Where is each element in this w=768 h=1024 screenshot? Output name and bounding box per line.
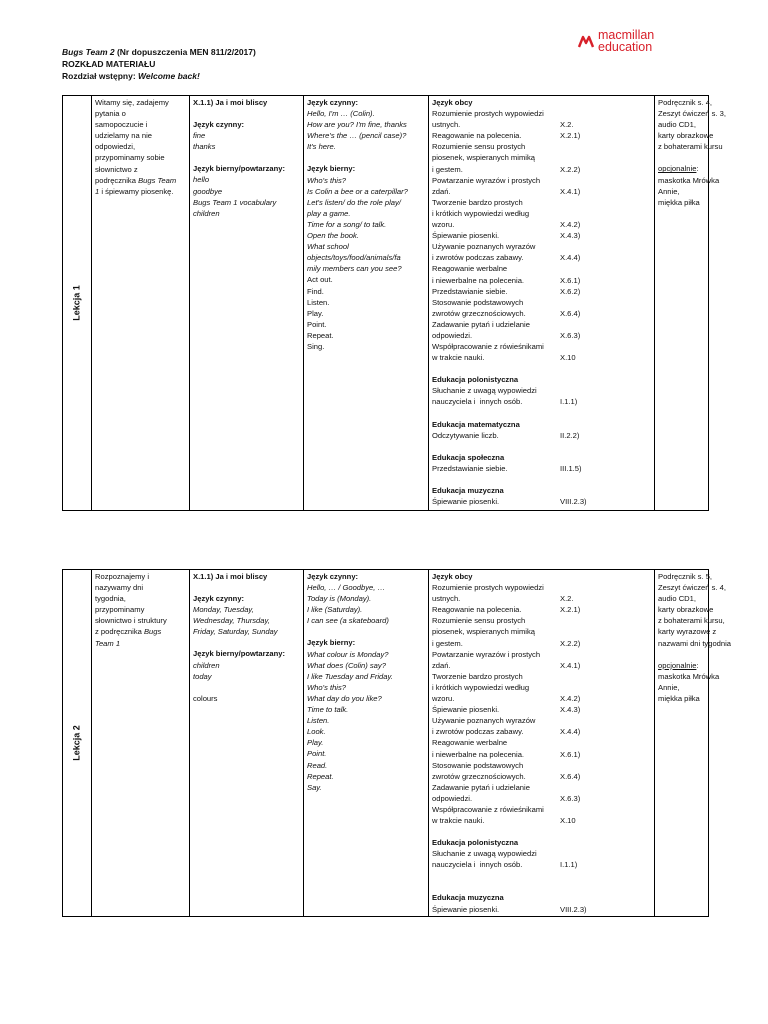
goal-row: [432, 848, 651, 859]
description-line: przypominamy sobie: [95, 153, 165, 163]
spacer: [307, 152, 425, 163]
goals-section-title: Edukacja polonistyczna: [432, 375, 519, 385]
goal-row: [432, 715, 651, 726]
goal-text: w trakcie nauki.: [432, 353, 485, 363]
curriculum-code: X.4.3): [560, 231, 581, 241]
goal-row: [432, 164, 651, 175]
goal-text: w trakcie nauki.: [432, 816, 485, 826]
material-item: karty obrazkowe: [658, 131, 714, 141]
goal-text: Używanie poznanych wyrazów: [432, 242, 536, 252]
command-item: Sing.: [307, 341, 325, 351]
goal-text: zdań.: [432, 186, 451, 196]
goals-section-title: Edukacja matematyczna: [432, 419, 520, 429]
material-item: Podręcznik s. 4,: [658, 98, 713, 107]
learning-goals: [429, 96, 655, 511]
goal-row: [432, 297, 651, 308]
goal-text: Rozumienie prostych wypowiedzi: [432, 583, 544, 593]
curriculum-code: I.1.1): [560, 397, 578, 407]
header-line-2: ROZKŁAD MATERIAŁU: [62, 59, 156, 69]
goal-text: i gestem.: [432, 164, 463, 174]
spacer: [432, 870, 651, 881]
description-line: Bugs Team: [138, 175, 177, 185]
goal-row: [432, 793, 651, 804]
passive-language-item: objects/toys/food/animals/fa: [307, 253, 401, 263]
goal-text: piosenek, wspieranych mimiką: [432, 153, 535, 163]
description-line: słownictwo z: [95, 164, 138, 174]
lesson-label: Lekcja 2: [71, 725, 82, 761]
curriculum-code: X.6.1): [560, 749, 581, 759]
spacer: [432, 826, 651, 837]
goal-row: [432, 219, 651, 230]
goal-row: [432, 638, 651, 649]
curriculum-code: X.2.2): [560, 164, 581, 174]
goal-text: Stosowanie podstawowych: [432, 760, 524, 770]
passive-language-item: Time to talk.: [307, 705, 349, 715]
optional-material-item: miękka piłka: [658, 197, 700, 207]
goal-row: [432, 859, 651, 870]
curriculum-code: X.10: [560, 353, 576, 363]
passive-vocab-item: children: [193, 660, 220, 670]
passive-language-item: I like Tuesday and Friday.: [307, 671, 393, 681]
goal-row: [432, 782, 651, 793]
goal-row: [432, 682, 651, 693]
goal-text: Słuchanie z uwagą wypowiedzi: [432, 849, 537, 859]
curriculum-code: X.2.: [560, 120, 574, 130]
curriculum-code: X.2.1): [560, 131, 581, 141]
active-vocab-item: thanks: [193, 142, 216, 152]
goal-row: [432, 208, 651, 219]
curriculum-code: I.1.1): [560, 860, 578, 870]
macmillan-logo-icon: [578, 34, 596, 48]
active-language-item: Hello, I'm … (Colin).: [307, 109, 375, 119]
passive-vocab-item: hello: [193, 175, 210, 185]
goal-text: zdań.: [432, 660, 451, 670]
language-structures: [304, 570, 429, 917]
goal-text: Reagowanie na polecenia.: [432, 131, 522, 141]
description-line: i śpiewamy piosenkę.: [99, 186, 174, 196]
description-line: z podręcznika: [95, 627, 144, 637]
passive-language-item: Who's this?: [307, 175, 347, 185]
passive-vocab-item: goodbye: [193, 186, 223, 196]
description-line: podręcznika: [95, 175, 139, 185]
goal-text: i zwrotów podczas zabawy.: [432, 253, 524, 263]
passive-language-item: play a game.: [307, 208, 351, 218]
description-line: Bugs: [143, 627, 162, 637]
optional-material-item: Annie,: [658, 682, 680, 692]
goal-text: wzoru.: [432, 220, 455, 230]
goal-text: Powtarzanie wyrazów i prostych: [432, 649, 541, 659]
goal-text: i krótkich wypowiedzi według: [432, 682, 530, 692]
curriculum-code: X.2.2): [560, 638, 581, 648]
optional-label-text: opcjonalnie: [658, 660, 697, 670]
spacer: [432, 474, 651, 485]
goal-row: [432, 582, 651, 593]
goal-text: Współpracowanie z rówieśnikami: [432, 804, 544, 814]
material-item: z bohaterami kursu: [658, 142, 723, 152]
goals-title: Język obcy: [432, 98, 473, 107]
goal-text: i niewerbalne na polecenia.: [432, 275, 525, 285]
goal-row: [432, 749, 651, 760]
description-line: tygodnia,: [95, 594, 126, 604]
passive-language-item: Let's listen/ do the role play/: [307, 197, 401, 207]
material-item: audio CD1,: [658, 120, 696, 130]
goal-text: Reagowanie werbalne: [432, 738, 508, 748]
passive-language-label: Język bierny:: [307, 638, 356, 648]
goal-row: [432, 319, 651, 330]
goal-row: [432, 737, 651, 748]
goal-row: [432, 130, 651, 141]
goal-text: ustnych.: [432, 594, 461, 604]
passive-language-item: Listen.: [307, 716, 330, 726]
goal-text: Śpiewanie piosenki.: [432, 904, 500, 914]
goal-text: Rozumienie sensu prostych: [432, 616, 526, 626]
goal-text: zwrotów grzecznościowych.: [432, 308, 526, 318]
goal-row: [432, 604, 651, 615]
optional-material-item: maskotka Mrówka: [658, 671, 720, 681]
active-language-item: I can see (a skateboard): [307, 616, 389, 626]
goals-section-title: Edukacja muzyczna: [432, 893, 504, 903]
header-line-3: Rozdział wstępny: Welcome back!: [62, 71, 200, 81]
goal-text: i niewerbalne na polecenia.: [432, 749, 525, 759]
goal-text: i gestem.: [432, 638, 463, 648]
lesson-description: [92, 570, 190, 917]
optional-label: opcjonalnie:: [658, 164, 699, 174]
passive-language-item: Time for a song/ to talk.: [307, 219, 387, 229]
goal-text: zwrotów grzecznościowych.: [432, 771, 526, 781]
passive-language-item: Repeat.: [307, 771, 334, 781]
topic-title: X.1.1) Ja i moi bliscy: [193, 98, 268, 107]
description-line: przypominamy: [95, 605, 145, 615]
lesson-description: [92, 96, 190, 511]
goal-row: [432, 197, 651, 208]
goal-text: Przedstawianie siebie.: [432, 463, 508, 473]
goal-text: i krótkich wypowiedzi według: [432, 208, 530, 218]
active-vocab-item: Wednesday, Thursday,: [193, 616, 270, 626]
logo-text: macmillan education: [598, 28, 655, 54]
spacer: [432, 408, 651, 419]
goal-row: [432, 704, 651, 715]
goal-text: Śpiewanie piosenki.: [432, 231, 500, 241]
active-vocab-item: fine: [193, 131, 206, 141]
optional-material-item: Annie,: [658, 186, 680, 196]
goal-text: Zadawanie pytań i udzielanie: [432, 319, 530, 329]
passive-language-item: What does (Colin) say?: [307, 660, 386, 670]
goal-row: [432, 108, 651, 119]
optional-material-item: maskotka Mrówka: [658, 175, 720, 185]
goal-row: [432, 496, 651, 507]
passive-language-item: What colour is Monday?: [307, 649, 389, 659]
description-line: Witamy się, zadajemy: [95, 98, 169, 107]
active-language-item: Today is (Monday).: [307, 594, 372, 604]
description-line: samopoczucie i: [95, 120, 148, 130]
material-item: audio CD1,: [658, 594, 696, 604]
passive-language-item: Say.: [307, 782, 322, 792]
goal-row: [432, 430, 651, 441]
material-item: karty wyrazowe z: [658, 627, 717, 637]
passive-language-item: What day do you like?: [307, 693, 382, 703]
description-line: nazywamy dni: [95, 583, 144, 593]
language-structures: [304, 96, 429, 511]
goal-text: Rozumienie prostych wypowiedzi: [432, 109, 544, 119]
passive-language-item: What school: [307, 242, 349, 252]
command-item: Find.: [307, 286, 324, 296]
spacer: [432, 441, 651, 452]
goal-text: Tworzenie bardzo prostych: [432, 197, 523, 207]
command-item: Point.: [307, 319, 327, 329]
passive-vocab-label: Język bierny/powtarzany:: [193, 649, 286, 659]
goal-row: [432, 626, 651, 637]
active-language-item: I like (Saturday).: [307, 605, 363, 615]
goal-text: Tworzenie bardzo prostych: [432, 671, 523, 681]
spacer: [193, 582, 300, 593]
goal-row: [432, 804, 651, 815]
goal-row: [432, 593, 651, 604]
curriculum-code: X.4.2): [560, 220, 581, 230]
spacer: [432, 363, 651, 374]
goal-row: [432, 186, 651, 197]
lesson-label-cell: [63, 96, 92, 511]
lesson-label: Lekcja 1: [71, 285, 82, 321]
goal-text: Przedstawianie siebie.: [432, 286, 508, 296]
lesson-label-cell: [63, 570, 92, 917]
goal-row: [432, 760, 651, 771]
goal-row: [432, 230, 651, 241]
passive-vocab-item: children: [193, 208, 220, 218]
lesson-2-table: [62, 569, 732, 917]
spacer: [307, 626, 425, 637]
goal-row: [432, 152, 651, 163]
material-item: Zeszyt ćwiczeń s. 4,: [658, 583, 726, 593]
passive-vocab-item: today: [193, 671, 212, 681]
description-line: udzielamy na nie: [95, 131, 152, 141]
passive-language-item: Point.: [307, 749, 327, 759]
goal-row: [432, 352, 651, 363]
goal-row: [432, 615, 651, 626]
goal-row: [432, 241, 651, 252]
macmillan-education-logo: [578, 29, 708, 55]
goal-row: [432, 341, 651, 352]
material-item: nazwami dni tygodnia: [658, 638, 732, 648]
goal-text: piosenek, wspieranych mimiką: [432, 627, 535, 637]
goal-text: odpowiedzi.: [432, 330, 473, 340]
passive-language-item: Look.: [307, 727, 326, 737]
curriculum-code: VIII.2.3): [560, 904, 587, 914]
goal-text: Słuchanie z uwagą wypowiedzi: [432, 386, 537, 396]
goal-row: [432, 396, 651, 407]
curriculum-code: X.4.2): [560, 694, 581, 704]
materials: [655, 96, 726, 511]
goal-row: [432, 693, 651, 704]
description-line: Rozpoznajemy i: [95, 572, 150, 581]
curriculum-code: VIII.2.3): [560, 497, 587, 506]
goal-text: i zwrotów podczas zabawy.: [432, 727, 524, 737]
goal-text: Rozumienie sensu prostych: [432, 142, 526, 152]
topic-vocabulary: [190, 96, 304, 511]
goal-text: Stosowanie podstawowych: [432, 297, 524, 307]
description-line: odpowiedzi,: [95, 142, 136, 152]
command-item: Repeat.: [307, 330, 334, 340]
spacer: [193, 637, 300, 648]
optional-label-text: opcjonalnie: [658, 164, 697, 174]
curriculum-code: II.2.2): [560, 430, 580, 440]
goal-text: nauczyciela i innych osób.: [432, 860, 523, 870]
extra-vocab-item: colours: [193, 693, 218, 703]
active-vocab-item: Friday, Saturday, Sunday: [193, 627, 278, 637]
active-vocab-label: Język czynny:: [193, 120, 245, 130]
material-item: Podręcznik s. 5,: [658, 572, 713, 581]
spacer: [193, 682, 300, 693]
active-vocab-item: Monday, Tuesday,: [193, 605, 254, 615]
goals-section-title: Edukacja muzyczna: [432, 485, 504, 495]
goals-section-title: Edukacja polonistyczna: [432, 838, 519, 848]
learning-goals: [429, 570, 655, 917]
passive-language-item: Read.: [307, 760, 328, 770]
lesson-row: [63, 96, 709, 511]
goal-row: [432, 263, 651, 274]
goal-row: [432, 252, 651, 263]
curriculum-code: X.10: [560, 816, 576, 826]
goal-row: [432, 726, 651, 737]
spacer: [658, 649, 705, 660]
goal-text: Reagowanie werbalne: [432, 264, 508, 274]
active-language-label: Język czynny:: [307, 98, 359, 107]
curriculum-code: X.6.1): [560, 275, 581, 285]
lesson-1-table: [62, 95, 726, 511]
goal-row: [432, 771, 651, 782]
curriculum-code: X.4.4): [560, 727, 581, 737]
goal-row: [432, 463, 651, 474]
goal-row: [432, 275, 651, 286]
curriculum-code: X.2.: [560, 594, 574, 604]
goal-row: [432, 308, 651, 319]
description-line: słownictwo i struktury: [95, 616, 167, 626]
command-item: Play.: [307, 308, 324, 318]
command-item: Act out.: [307, 275, 333, 285]
goals-section-title: Edukacja społeczna: [432, 452, 505, 462]
curriculum-code: X.4.1): [560, 660, 581, 670]
description-line: Team 1: [95, 638, 121, 648]
goal-row: [432, 671, 651, 682]
goal-text: Odczytywanie liczb.: [432, 430, 499, 440]
goal-row: [432, 385, 651, 396]
active-language-item: Where's the … (pencil case)?: [307, 131, 407, 141]
command-item: Listen.: [307, 297, 330, 307]
materials: [655, 570, 732, 917]
curriculum-code: X.4.3): [560, 705, 581, 715]
goal-text: Powtarzanie wyrazów i prostych: [432, 175, 541, 185]
active-language-label: Język czynny:: [307, 572, 359, 581]
passive-vocab-item: Bugs Team 1 vocabulary: [193, 197, 277, 207]
curriculum-code: X.4.4): [560, 253, 581, 263]
passive-language-item: mily members can you see?: [307, 264, 402, 274]
curriculum-code: X.6.2): [560, 286, 581, 296]
curriculum-code: X.6.3): [560, 793, 581, 803]
active-language-item: It's here.: [307, 142, 336, 152]
goal-row: [432, 330, 651, 341]
passive-language-item: Who's this?: [307, 682, 347, 692]
goal-text: wzoru.: [432, 694, 455, 704]
curriculum-code: III.1.5): [560, 463, 582, 473]
spacer: [193, 152, 300, 163]
passive-language-item: Is Colin a bee or a caterpillar?: [307, 186, 408, 196]
goal-text: ustnych.: [432, 120, 461, 130]
passive-language-item: Open the book.: [307, 231, 359, 241]
goal-text: Reagowanie na polecenia.: [432, 605, 522, 615]
passive-language-item: Play.: [307, 738, 324, 748]
active-vocab-label: Język czynny:: [193, 594, 245, 604]
goal-row: [432, 904, 651, 915]
curriculum-code: X.6.4): [560, 308, 581, 318]
optional-material-item: miękka piłka: [658, 693, 700, 703]
goal-row: [432, 815, 651, 826]
active-language-item: Hello, … / Goodbye, …: [307, 583, 386, 593]
curriculum-code: X.4.1): [560, 186, 581, 196]
goals-title: Język obcy: [432, 572, 473, 581]
goal-row: [432, 286, 651, 297]
goal-row: [432, 649, 651, 660]
material-item: z bohaterami kursu,: [658, 616, 725, 626]
goal-text: Zadawanie pytań i udzielanie: [432, 782, 530, 792]
spacer: [658, 152, 705, 163]
passive-language-label: Język bierny:: [307, 164, 356, 174]
optional-label: opcjonalnie:: [658, 660, 699, 670]
curriculum-code: X.2.1): [560, 605, 581, 615]
curriculum-code: X.6.4): [560, 771, 581, 781]
header-line-1: Bugs Team 2 (Nr dopuszczenia MEN 811/2/2017): [62, 47, 256, 57]
goal-text: Śpiewanie piosenki.: [432, 705, 500, 715]
document-header: [62, 46, 256, 82]
goal-row: [432, 141, 651, 152]
passive-vocab-label: Język bierny/powtarzany:: [193, 164, 286, 174]
goal-row: [432, 119, 651, 130]
description-line: 1: [95, 186, 100, 196]
goal-text: Śpiewanie piosenki.: [432, 497, 500, 506]
goal-row: [432, 660, 651, 671]
goal-text: Używanie poznanych wyrazów: [432, 716, 536, 726]
spacer: [432, 881, 651, 892]
goal-text: nauczyciela i innych osób.: [432, 397, 523, 407]
material-item: karty obrazkowe: [658, 605, 714, 615]
lesson-row: [63, 570, 709, 917]
material-item: Zeszyt ćwiczeń s. 3,: [658, 109, 726, 119]
goal-text: Współpracowanie z rówieśnikami: [432, 342, 544, 352]
description-line: pytania o: [95, 109, 126, 119]
topic-vocabulary: [190, 570, 304, 917]
topic-title: X.1.1) Ja i moi bliscy: [193, 572, 268, 581]
goal-row: [432, 175, 651, 186]
spacer: [193, 108, 300, 119]
active-language-item: How are you? I'm fine, thanks: [307, 120, 407, 130]
curriculum-code: X.6.3): [560, 330, 581, 340]
goal-text: odpowiedzi.: [432, 793, 473, 803]
